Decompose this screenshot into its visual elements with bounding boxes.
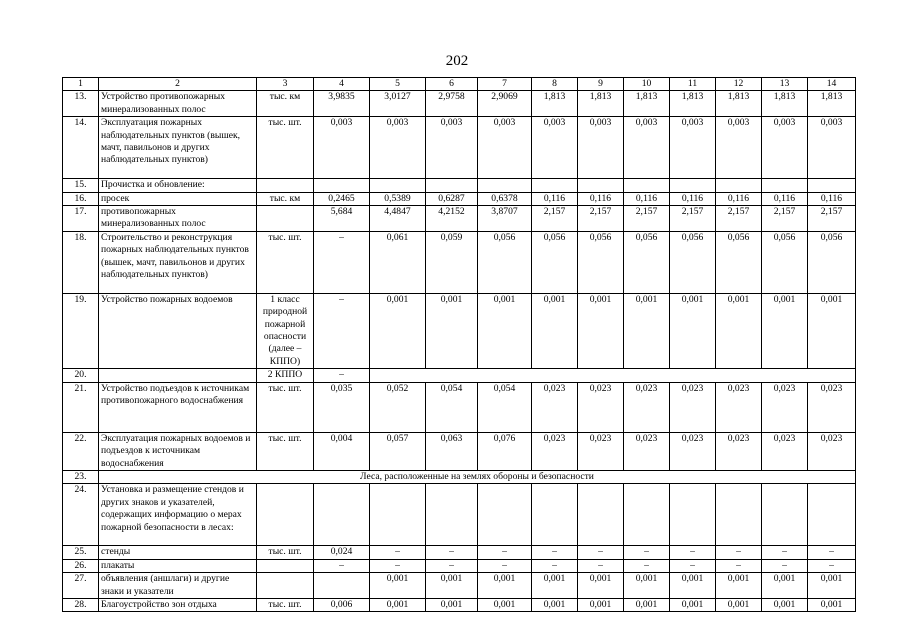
value-cell: 2,157 <box>808 206 856 232</box>
value-cell: 0,023 <box>624 432 670 470</box>
value-cell: – <box>314 293 370 368</box>
value-cell: 1,813 <box>762 91 808 117</box>
value-cell: 0,001 <box>762 598 808 611</box>
row-number: 27. <box>63 573 99 599</box>
header-cell: 12 <box>716 78 762 91</box>
value-cell <box>426 179 478 192</box>
value-cell: 0,059 <box>426 231 478 293</box>
row-number: 24. <box>63 484 99 546</box>
row-unit: 1 класс природной пожарной опасности (далее – КППО) <box>257 293 314 368</box>
row-name: просек <box>99 192 257 205</box>
table-row <box>63 117 856 179</box>
value-cell: – <box>716 559 762 572</box>
row-name: Устройство пожарных водоемов <box>99 293 257 368</box>
row-name: Установка и размещение стендов и других знаков и указателей, содержащих информацию о мерах пожарной безопасности в лесах: <box>99 484 257 546</box>
value-cell: 0,001 <box>762 573 808 599</box>
value-cell: 0,6287 <box>426 192 478 205</box>
value-cell: 0,001 <box>478 293 532 368</box>
value-cell: 2,9758 <box>426 91 478 117</box>
value-cell: 0,116 <box>532 192 578 205</box>
value-cell: 1,813 <box>624 91 670 117</box>
section-heading: Леса, расположенные на землях обороны и безопасности <box>99 470 856 483</box>
value-cell: 0,023 <box>762 432 808 470</box>
table-row <box>63 192 856 205</box>
value-cell <box>762 179 808 192</box>
value-cell: 1,813 <box>670 91 716 117</box>
value-cell: 0,001 <box>762 293 808 368</box>
row-number: 23. <box>63 470 99 483</box>
value-cell: 0,001 <box>716 293 762 368</box>
value-cell <box>762 484 808 546</box>
value-cell: 2,157 <box>624 206 670 232</box>
value-cell <box>670 179 716 192</box>
value-cell: 0,056 <box>716 231 762 293</box>
table-row <box>63 432 856 470</box>
table-row <box>63 382 856 432</box>
value-cell <box>716 484 762 546</box>
value-cell: 0,001 <box>532 573 578 599</box>
row-unit <box>257 206 314 232</box>
value-cell: 0,001 <box>716 598 762 611</box>
value-cell: 0,116 <box>578 192 624 205</box>
table-row <box>63 206 856 232</box>
value-cell: 0,003 <box>808 117 856 179</box>
value-cell: 0,003 <box>670 117 716 179</box>
value-cell: 0,023 <box>716 432 762 470</box>
value-cell: 0,001 <box>370 598 426 611</box>
row-unit: тыс. км <box>257 91 314 117</box>
row-number: 13. <box>63 91 99 117</box>
value-cell: – <box>478 559 532 572</box>
value-cell <box>370 179 426 192</box>
row-unit <box>257 573 314 599</box>
table-row <box>63 91 856 117</box>
value-cell: 0,003 <box>478 117 532 179</box>
row-unit <box>257 559 314 572</box>
header-cell: 1 <box>63 78 99 91</box>
value-cell: 2,9069 <box>478 91 532 117</box>
row-unit: тыс. шт. <box>257 231 314 293</box>
header-cell: 14 <box>808 78 856 91</box>
table-row <box>63 484 856 546</box>
row-number: 22. <box>63 432 99 470</box>
row-number: 15. <box>63 179 99 192</box>
value-cell: 0,116 <box>624 192 670 205</box>
value-cell: – <box>370 546 426 559</box>
value-cell: 0,001 <box>426 573 478 599</box>
value-cell: – <box>314 231 370 293</box>
value-cell: – <box>532 559 578 572</box>
value-cell: 0,023 <box>808 432 856 470</box>
row-name: Строительство и реконструкция пожарных наблюдательных пунктов (вышек, мачт, павильонов и других наблюдательных пунктов) <box>99 231 257 293</box>
table-row <box>63 546 856 559</box>
value-cell: 0,057 <box>370 432 426 470</box>
value-cell: 0,001 <box>478 598 532 611</box>
value-cell <box>478 484 532 546</box>
value-cell: – <box>670 546 716 559</box>
data-table <box>62 77 856 612</box>
value-cell: 0,116 <box>808 192 856 205</box>
value-cell: 0,061 <box>370 231 426 293</box>
value-cell: 0,023 <box>624 382 670 432</box>
value-cell: – <box>426 559 478 572</box>
value-cell: 0,001 <box>624 598 670 611</box>
value-cell: 0,023 <box>762 382 808 432</box>
value-cell: 0,056 <box>670 231 716 293</box>
header-cell: 5 <box>370 78 426 91</box>
value-cell: – <box>808 559 856 572</box>
value-cell: – <box>578 546 624 559</box>
header-cell: 11 <box>670 78 716 91</box>
value-cell: 0,2465 <box>314 192 370 205</box>
row-number: 14. <box>63 117 99 179</box>
row-unit: тыс. км <box>257 192 314 205</box>
value-cell: 0,063 <box>426 432 478 470</box>
row-number: 28. <box>63 598 99 611</box>
value-cell <box>578 484 624 546</box>
value-cell: 2,157 <box>716 206 762 232</box>
value-cell: 0,023 <box>532 382 578 432</box>
value-cell <box>314 179 370 192</box>
value-cell: 0,003 <box>314 117 370 179</box>
value-cell <box>532 179 578 192</box>
row-unit <box>257 484 314 546</box>
value-cell: 0,004 <box>314 432 370 470</box>
value-cell: 0,116 <box>716 192 762 205</box>
value-cell: 0,023 <box>578 432 624 470</box>
value-cell: 0,001 <box>808 598 856 611</box>
value-cell: – <box>670 559 716 572</box>
value-cell: – <box>624 559 670 572</box>
value-cell: 0,023 <box>716 382 762 432</box>
row-unit: 2 КППО <box>257 369 314 382</box>
row-number: 17. <box>63 206 99 232</box>
value-cell: – <box>578 559 624 572</box>
value-cell <box>624 484 670 546</box>
row-name: Эксплуатация пожарных наблюдательных пунктов (вышек, мачт, павильонов и других наблюдательных пунктов) <box>99 117 257 179</box>
value-cell <box>370 369 856 382</box>
table-row <box>63 598 856 611</box>
row-name: противопожарных минерализованных полос <box>99 206 257 232</box>
value-cell: 0,056 <box>578 231 624 293</box>
table-row <box>63 231 856 293</box>
value-cell: 0,001 <box>670 293 716 368</box>
value-cell: 1,813 <box>532 91 578 117</box>
value-cell: 0,001 <box>426 293 478 368</box>
page-number: 202 <box>445 53 469 69</box>
value-cell: 0,5389 <box>370 192 426 205</box>
value-cell <box>624 179 670 192</box>
row-name: Устройство противопожарных минерализованных полос <box>99 91 257 117</box>
value-cell: 2,157 <box>532 206 578 232</box>
value-cell: 0,001 <box>426 598 478 611</box>
value-cell: 0,116 <box>670 192 716 205</box>
value-cell: 3,0127 <box>370 91 426 117</box>
value-cell: 0,001 <box>716 573 762 599</box>
value-cell: – <box>716 546 762 559</box>
row-unit: тыс. шт. <box>257 546 314 559</box>
value-cell: 3,8707 <box>478 206 532 232</box>
header-cell: 7 <box>478 78 532 91</box>
value-cell: 0,001 <box>532 293 578 368</box>
value-cell: 0,001 <box>578 293 624 368</box>
value-cell: 0,001 <box>808 293 856 368</box>
value-cell: 0,023 <box>532 432 578 470</box>
row-name: Благоустройство зон отдыха <box>99 598 257 611</box>
value-cell: – <box>624 546 670 559</box>
value-cell <box>808 484 856 546</box>
value-cell <box>808 179 856 192</box>
row-name: стенды <box>99 546 257 559</box>
value-cell <box>426 484 478 546</box>
value-cell: 4,4847 <box>370 206 426 232</box>
value-cell: 0,052 <box>370 382 426 432</box>
value-cell: 0,001 <box>478 573 532 599</box>
table-row <box>63 293 856 368</box>
value-cell: – <box>532 546 578 559</box>
header-cell: 13 <box>762 78 808 91</box>
header-cell: 3 <box>257 78 314 91</box>
value-cell: 0,006 <box>314 598 370 611</box>
value-cell: 0,056 <box>478 231 532 293</box>
value-cell: – <box>314 369 370 382</box>
value-cell: 4,2152 <box>426 206 478 232</box>
row-number: 18. <box>63 231 99 293</box>
header-cell: 9 <box>578 78 624 91</box>
value-cell: 0,001 <box>578 598 624 611</box>
value-cell: 0,001 <box>808 573 856 599</box>
row-number: 25. <box>63 546 99 559</box>
value-cell: – <box>762 546 808 559</box>
value-cell: 0,056 <box>808 231 856 293</box>
value-cell: 0,056 <box>532 231 578 293</box>
value-cell: 0,001 <box>624 293 670 368</box>
value-cell: 0,023 <box>670 382 716 432</box>
header-cell: 2 <box>99 78 257 91</box>
value-cell <box>478 179 532 192</box>
row-number: 16. <box>63 192 99 205</box>
value-cell: 0,023 <box>808 382 856 432</box>
row-name: Прочистка и обновление: <box>99 179 257 192</box>
row-unit: тыс. шт. <box>257 432 314 470</box>
value-cell: – <box>762 559 808 572</box>
value-cell: 1,813 <box>808 91 856 117</box>
value-cell: – <box>314 559 370 572</box>
row-number: 20. <box>63 369 99 382</box>
value-cell: 0,003 <box>716 117 762 179</box>
value-cell <box>532 484 578 546</box>
value-cell: 0,6378 <box>478 192 532 205</box>
value-cell: 0,003 <box>370 117 426 179</box>
value-cell: 0,001 <box>532 598 578 611</box>
table-row <box>63 179 856 192</box>
header-cell: 4 <box>314 78 370 91</box>
row-number: 21. <box>63 382 99 432</box>
value-cell <box>578 179 624 192</box>
value-cell: 0,001 <box>370 293 426 368</box>
value-cell: – <box>426 546 478 559</box>
value-cell: 0,001 <box>578 573 624 599</box>
row-unit: тыс. шт. <box>257 117 314 179</box>
value-cell: 0,054 <box>426 382 478 432</box>
value-cell: 0,056 <box>624 231 670 293</box>
value-cell: 2,157 <box>670 206 716 232</box>
value-cell: 0,024 <box>314 546 370 559</box>
table-row <box>63 559 856 572</box>
header-row <box>63 78 856 91</box>
table-row <box>63 369 856 382</box>
value-cell <box>314 484 370 546</box>
value-cell: 0,035 <box>314 382 370 432</box>
value-cell <box>370 484 426 546</box>
value-cell: 0,054 <box>478 382 532 432</box>
value-cell: – <box>370 559 426 572</box>
header-cell: 8 <box>532 78 578 91</box>
row-number: 19. <box>63 293 99 368</box>
header-cell: 10 <box>624 78 670 91</box>
value-cell: 5,684 <box>314 206 370 232</box>
value-cell: 0,003 <box>532 117 578 179</box>
row-name: Эксплуатация пожарных водоемов и подъездов к источникам водоснабжения <box>99 432 257 470</box>
value-cell: 1,813 <box>716 91 762 117</box>
value-cell <box>670 484 716 546</box>
value-cell <box>314 573 370 599</box>
value-cell: – <box>808 546 856 559</box>
value-cell: 0,001 <box>670 573 716 599</box>
value-cell: 0,001 <box>670 598 716 611</box>
value-cell: 0,003 <box>426 117 478 179</box>
row-unit: тыс. шт. <box>257 382 314 432</box>
value-cell: 0,023 <box>670 432 716 470</box>
value-cell: 3,9835 <box>314 91 370 117</box>
value-cell: 0,023 <box>578 382 624 432</box>
table-row <box>63 573 856 599</box>
value-cell: 0,056 <box>762 231 808 293</box>
value-cell: 2,157 <box>762 206 808 232</box>
row-name: объявления (аншлаги) и другие знаки и указатели <box>99 573 257 599</box>
value-cell: – <box>478 546 532 559</box>
row-name: Устройство подъездов к источникам противопожарного водоснабжения <box>99 382 257 432</box>
value-cell: 1,813 <box>578 91 624 117</box>
value-cell: 0,001 <box>624 573 670 599</box>
table-row <box>63 470 856 483</box>
value-cell: 0,003 <box>624 117 670 179</box>
header-cell: 6 <box>426 78 478 91</box>
row-number: 26. <box>63 559 99 572</box>
row-unit: тыс. шт. <box>257 598 314 611</box>
value-cell: 0,003 <box>762 117 808 179</box>
value-cell: 0,076 <box>478 432 532 470</box>
value-cell <box>716 179 762 192</box>
row-name <box>99 369 257 382</box>
row-unit <box>257 179 314 192</box>
value-cell: 2,157 <box>578 206 624 232</box>
value-cell: 0,003 <box>578 117 624 179</box>
value-cell: 0,001 <box>370 573 426 599</box>
value-cell: 0,116 <box>762 192 808 205</box>
row-name: плакаты <box>99 559 257 572</box>
